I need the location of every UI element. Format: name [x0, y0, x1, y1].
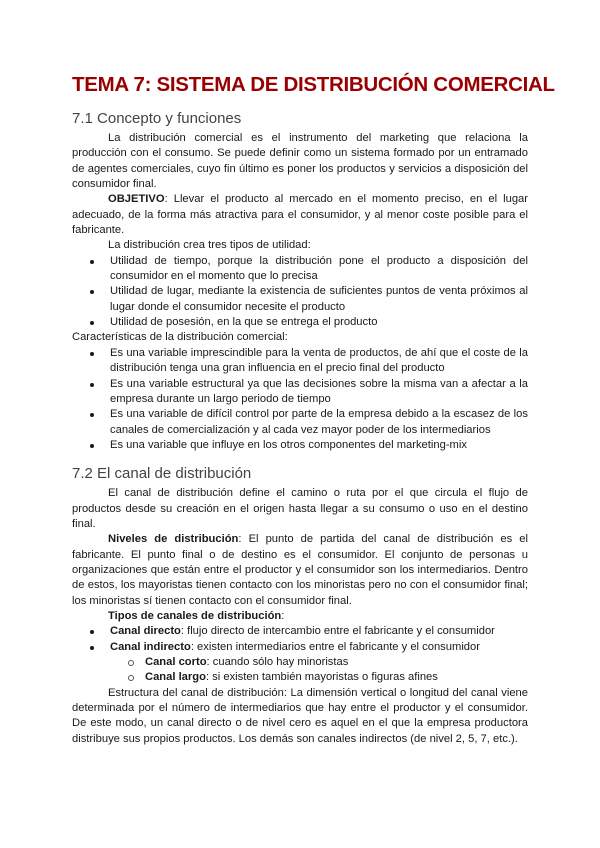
tipos-label: Tipos de canales de distribución: [108, 609, 282, 622]
list-item-text: : existen intermediarios entre el fabricante y el consumidor: [190, 640, 480, 653]
tipos-list: [72, 624, 528, 685]
tipos-colon: :: [281, 609, 285, 622]
objetivo-label: OBJETIVO: [108, 193, 165, 206]
objetivo-text: : Llevar el producto al mercado en el momento preciso, en el lugar adecuado, de la forma más atractiva para el consumidor, y al menor coste posible para el fabricante.: [72, 193, 528, 237]
list-item: Utilidad de posesión, en la que se entrega el producto: [72, 315, 528, 330]
list-item: [72, 624, 528, 639]
sub-list-item: [72, 655, 528, 670]
niveles-label: Niveles de distribución: [108, 533, 239, 546]
list-item-text: : cuando sólo hay minoristas: [206, 656, 349, 668]
list-item-label: Canal directo: [110, 625, 181, 638]
document-page: [72, 70, 555, 747]
paragraph-definition: La distribución comercial es el instrumento del marketing que relaciona la producción con el consumo. Se puede definir como un sistema formado por un entramado de agentes comerciales, cuyo fin último es poner los productos y servicios a disposición del consumidor final.: [72, 132, 528, 191]
list-item-label: Canal largo: [145, 671, 206, 684]
paragraph-estructura: Estructura del canal de distribución: La dimensión vertical o longitud del canal viene determinada por el número de intermediarios que hay entre el productor y el consumidor. De este modo, un canal directo o de nivel cero es aquel en el que la empresa productora distribuye sus propios productos. Los demás son canales indirectos (de nivel 2, 5, 7, etc.).: [72, 686, 528, 745]
list-item: Utilidad de lugar, mediante la existencia de suficientes puntos de venta próximos al lugar donde el consumidor necesite el producto: [72, 284, 528, 315]
list-item: Es una variable imprescindible para la venta de productos, de ahí que el coste de la distribución tenga una gran influencia en el precio final del producto: [72, 346, 528, 377]
list-item: Utilidad de tiempo, porque la distribución pone el producto a disposición del consumidor en el momento que lo precisa: [72, 254, 528, 285]
niveles-text: : El punto de partida del canal de distribución es el fabricante. El punto final o de destino es el consumidor. El conjunto de personas u organizaciones que están entre el productor y el consumidor son los intermediarios. Dentro de estos, los mayoristas tienen contacto con los minoristas pero no con el consumidor final; los minoristas sí tienen contacto con el consumidor final.: [72, 533, 528, 607]
document-title: TEMA 7: SISTEMA DE DISTRIBUCIÓN COMERCIAL: [72, 73, 555, 96]
utilidad-intro: La distribución crea tres tipos de utilidad:: [108, 239, 311, 252]
list-item-text: : flujo directo de intercambio entre el fabricante y el consumidor: [180, 625, 495, 638]
paragraph-canal: El canal de distribución define el camino o ruta por el que circula el flujo de productos desde su creación en el origen hasta llegar a su consumo o uso en el destino final.: [72, 487, 528, 530]
list-item-label: Canal indirecto: [110, 640, 191, 653]
tipos-intro: [72, 609, 528, 624]
caracteristicas-list: [72, 346, 528, 453]
list-item: [72, 640, 528, 655]
list-item: Es una variable que influye en los otros componentes del marketing-mix: [72, 438, 528, 453]
utilidad-list: [72, 254, 528, 331]
list-item-text: : si existen también mayoristas o figuras afines: [205, 671, 438, 684]
section-heading-7-2: 7.2 El canal de distribución: [72, 465, 252, 483]
caracteristicas-intro: Características de la distribución comercial:: [72, 331, 288, 344]
paragraph-objetivo: [72, 192, 528, 238]
sub-list-item: [72, 670, 528, 685]
list-item: Es una variable de difícil control por parte de la empresa debido a la escasez de los canales de comercialización y al cada vez mayor poder de los intermediarios: [72, 407, 528, 438]
list-item: Es una variable estructural ya que las decisiones sobre la misma van a afectar a la empresa durante un largo periodo de tiempo: [72, 377, 528, 408]
section-heading-7-1: 7.1 Concepto y funciones: [72, 110, 242, 127]
paragraph-niveles: [72, 532, 528, 609]
list-item-label: Canal corto: [145, 656, 207, 668]
